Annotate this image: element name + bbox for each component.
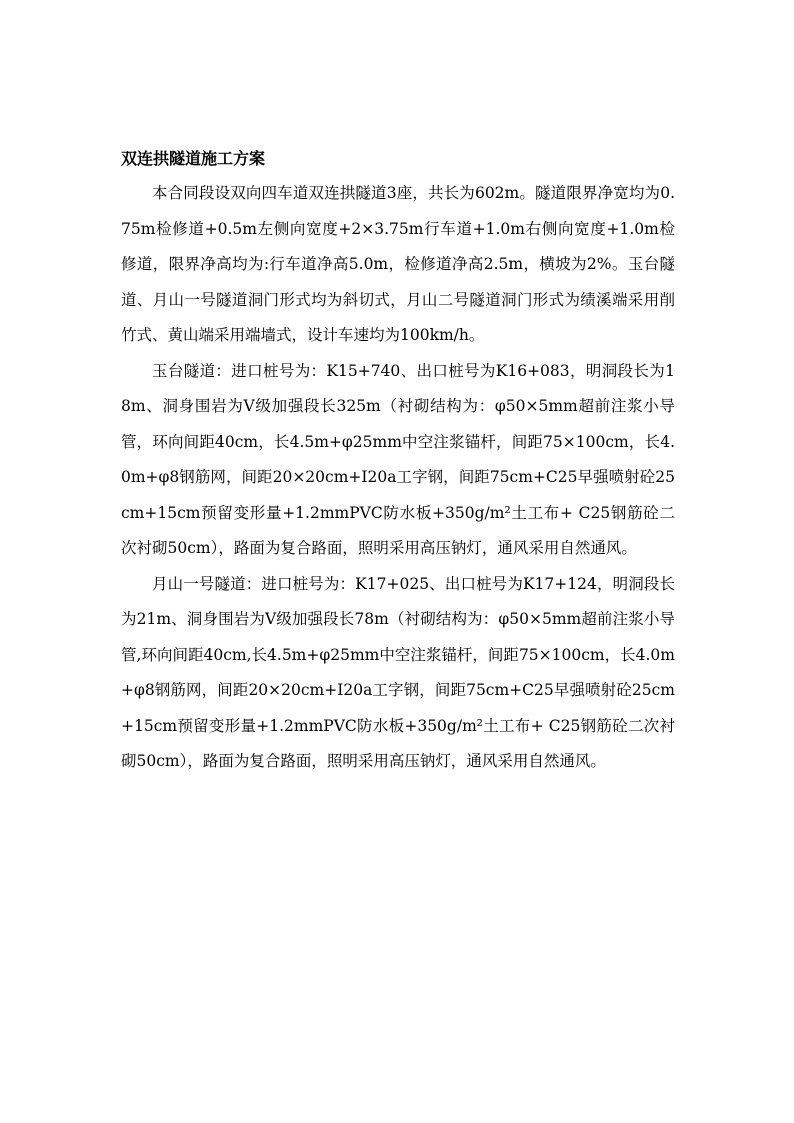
document-body (121, 142, 675, 780)
paragraph-yutai-tunnel: 玉台隧道：进口桩号为：K15+740、出口桩号为K16+083，明洞段长为18m、洞身围岩为Ⅴ级加强段长325m（衬砌结构为：φ50×5mm超前注浆小导管，环向间距40cm，长4.5m+φ25mm中空注浆锚杆，间距75×100cm，长4.0m+φ8钢筋网，间距20×20cm+I20a工字钢，间距75cm+C25早强喷射砼25cm+15cm预留变形量+1.2mmPVC防水板+350g/m²土工布+ C25钢筋砼二次衬砌50cm），路面为复合路面，照明采用高压钠灯，通风采用自然通风。 (121, 361, 675, 557)
paragraph-overview: 本合同段设双向四车道双连拱隧道3座，共长为602m。隧道限界净宽均为0.75m检修道+0.5m左侧向宽度+2×3.75m行车道+1.0m右侧向宽度+1.0m检修道，限界净高均为:行车道净高5.0m，检修道净高2.5m，横坡为2%。玉台隧道、月山一号隧道洞门形式均为斜切式，月山二号隧道洞门形式为绩溪端采用削竹式、黄山端采用端墙式，设计车速均为100km/h。 (121, 184, 675, 344)
document-title: 双连拱隧道施工方案 (121, 149, 266, 168)
paragraph-yueshan-1-tunnel: 月山一号隧道：进口桩号为：K17+025、出口桩号为K17+124，明洞段长为21m、洞身围岩为Ⅴ级加强段长78m（衬砌结构为：φ50×5mm超前注浆小导管,环向间距40cm,长4.5m+φ25mm中空注浆锚杆，间距75×100cm，长4.0m+φ8钢筋网，间距20×20cm+I20a工字钢，间距75cm+C25早强喷射砼25cm+15cm预留变形量+1.2mmPVC防水板+350g/m²土工布+ C25钢筋砼二次衬砌50cm），路面为复合路面，照明采用高压钠灯，通风采用自然通风。 (121, 574, 675, 770)
